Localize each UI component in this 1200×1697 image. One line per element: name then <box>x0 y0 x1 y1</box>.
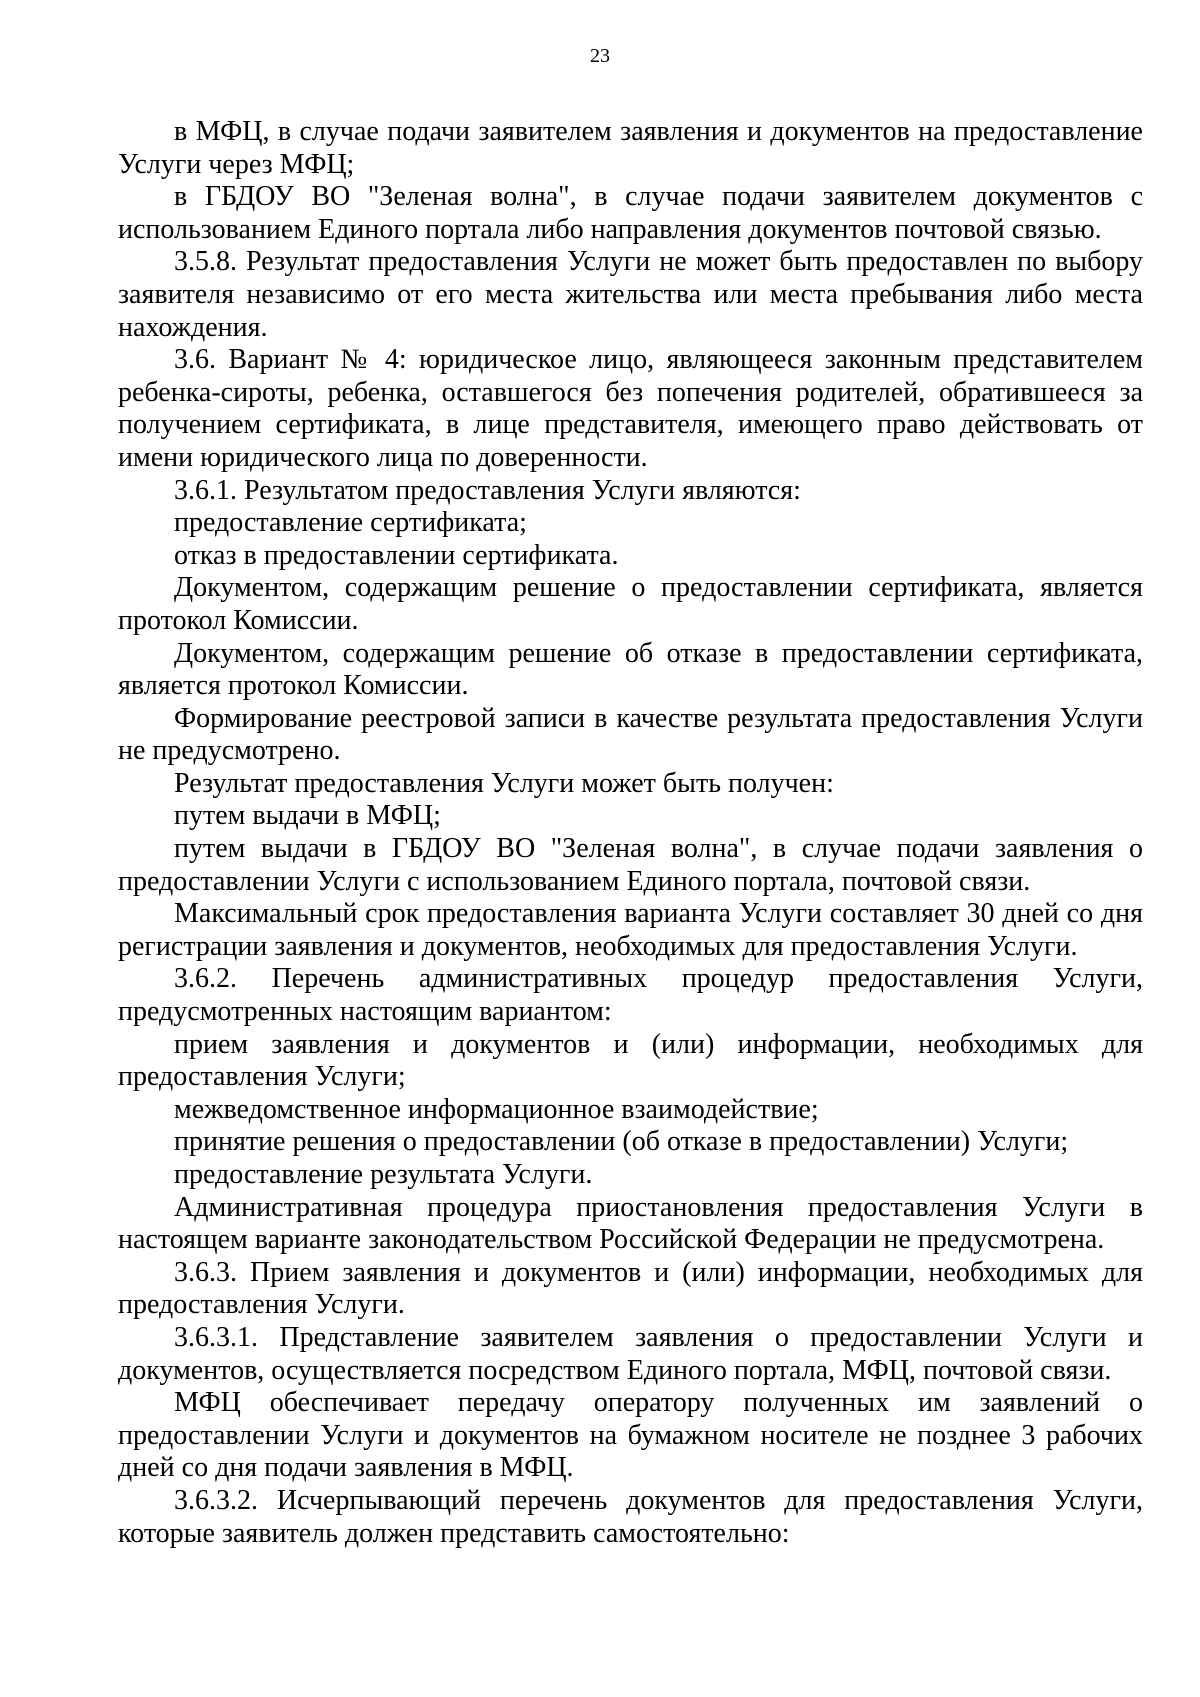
paragraph: Административная процедура приостановления предоставления Услуги в настоящем варианте законодательством Российской Федерации не предусмотрена. <box>118 1191 1143 1256</box>
paragraph: принятие решения о предоставлении (об отказе в предоставлении) Услуги; <box>174 1126 1069 1158</box>
paragraph: межведомственное информационное взаимодействие; <box>174 1093 819 1125</box>
paragraph: путем выдачи в ГБДОУ ВО "Зеленая волна", в случае подачи заявления о предоставлении Услуги с использованием Единого портала, почтовой связи. <box>118 833 1143 897</box>
paragraph: 3.6. Вариант № 4: юридическое лицо, являющееся законным представителем ребенка-сироты, ребенка, оставшегося без попечения родителей, обратившееся за получением сертификата, в лице представителя, имеющего право действовать от имени юридического лица по доверенности. <box>118 344 1143 473</box>
paragraph: отказ в предоставлении сертификата. <box>174 539 619 571</box>
paragraph: 3.6.1. Результатом предоставления Услуги являются: <box>174 474 801 506</box>
page-number: 23 <box>590 45 610 67</box>
paragraph: в ГБДОУ ВО "Зеленая волна", в случае подачи заявителем документов с использованием Единого портала либо направления документов почтовой связью. <box>118 181 1143 245</box>
paragraph: 3.6.3. Прием заявления и документов и (или) информации, необходимых для предоставления Услуги. <box>118 1256 1143 1321</box>
paragraph: в МФЦ, в случае подачи заявителем заявления и документов на предоставление Услуги через МФЦ; <box>118 116 1143 180</box>
paragraph: путем выдачи в МФЦ; <box>174 800 441 832</box>
paragraph: предоставление результата Услуги. <box>174 1159 593 1190</box>
document-body <box>118 116 1143 1550</box>
paragraph: 3.6.3.1. Представление заявителем заявления о предоставлении Услуги и документов, осуществляется посредством Единого портала, МФЦ, почтовой связи. <box>118 1321 1143 1386</box>
paragraph: Максимальный срок предоставления варианта Услуги составляет 30 дней со дня регистрации заявления и документов, необходимых для предоставления Услуги. <box>118 898 1143 962</box>
paragraph: 3.5.8. Результат предоставления Услуги не может быть предоставлен по выбору заявителя независимо от его места жительства или места пребывания либо места нахождения. <box>118 246 1143 343</box>
paragraph: предоставление сертификата; <box>174 507 527 539</box>
paragraph: прием заявления и документов и (или) информации, необходимых для предоставления Услуги; <box>118 1028 1143 1093</box>
paragraph: Документом, содержащим решение об отказе в предоставлении сертификата, является протокол Комиссии. <box>118 637 1143 702</box>
paragraph: Документом, содержащим решение о предоставлении сертификата, является протокол Комиссии. <box>118 572 1143 636</box>
paragraph: 3.6.2. Перечень административных процедур предоставления Услуги, предусмотренных настоящим вариантом: <box>118 963 1143 1028</box>
paragraph: Формирование реестровой записи в качестве результата предоставления Услуги не предусмотрено. <box>118 702 1143 767</box>
paragraph: 3.6.3.2. Исчерпывающий перечень документов для предоставления Услуги, которые заявитель должен представить самостоятельно: <box>118 1484 1143 1549</box>
paragraph: Результат предоставления Услуги может быть получен: <box>174 767 834 799</box>
paragraph: МФЦ обеспечивает передачу оператору полученных им заявлений о предоставлении Услуги и документов на бумажном носителе не позднее 3 рабочих дней со дня подачи заявления в МФЦ. <box>118 1387 1143 1484</box>
